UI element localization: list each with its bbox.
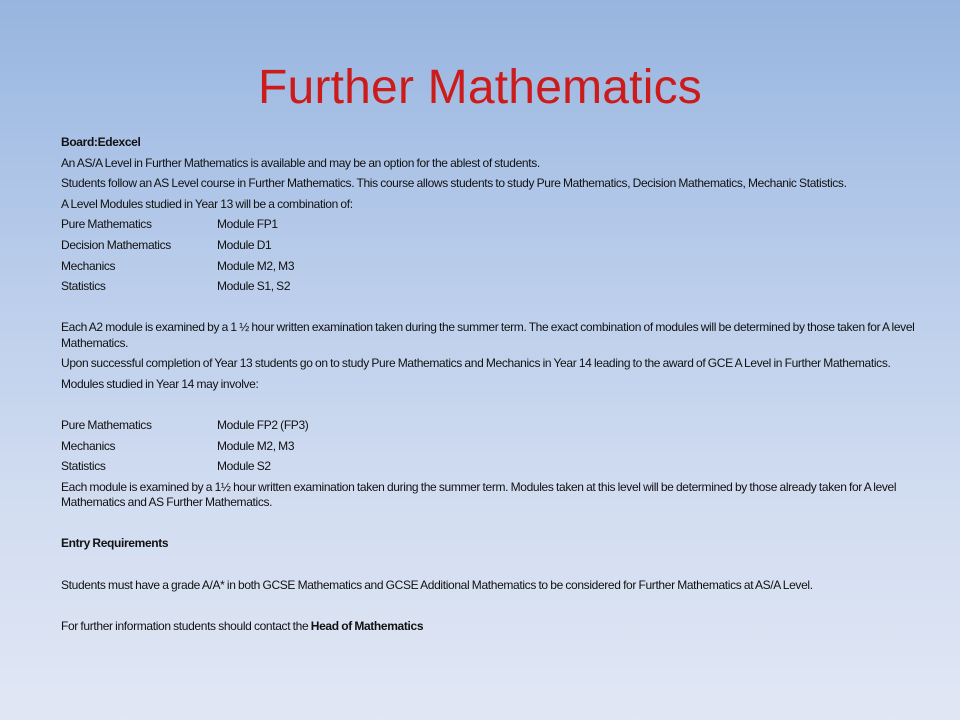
module-code: Module D1 — [217, 237, 272, 252]
spacer — [61, 554, 941, 575]
year14-progress-text: Upon successful completion of Year 13 students go on to study Pure Mathematics and Mechanics in Year 14 leading to the award of GCE A Level in Further Mathematics. — [61, 356, 891, 371]
contact-prefix: For further information students should contact the — [61, 618, 311, 633]
module-subject: Mechanics — [61, 438, 116, 453]
spacer — [61, 394, 941, 415]
spacer — [61, 595, 941, 616]
page-title: Further Mathematics — [258, 61, 702, 114]
exam-board: Board:Edexcel — [61, 135, 141, 149]
year13-module-row — [61, 214, 941, 235]
entry-requirements-text: Students must have a grade A/A* in both GCSE Mathematics and GCSE Additional Mathematics to be considered for Further Mathematics at AS/A Level. — [61, 577, 813, 592]
year14-exam-text: Each module is examined by a 1½ hour written examination taken during the summer term. Modules taken at this level will be determined by those already taken for A level Mathematics and AS Further Mathematics. — [61, 479, 897, 510]
contact-role: Head of Mathematics — [310, 618, 424, 633]
module-subject: Pure Mathematics — [61, 418, 152, 433]
year14-module-row — [61, 436, 941, 457]
year13-intro: A Level Modules studied in Year 13 will be a combination of: — [61, 196, 353, 211]
module-subject: Statistics — [61, 459, 106, 474]
year14-intro: Modules studied in Year 14 may involve: — [61, 376, 259, 391]
entry-requirements-heading: Entry Requirements — [61, 536, 169, 551]
a2-exam-text: Each A2 module is examined by a 1 ½ hour written examination taken during the summer term. The exact combination of modules will be determined by those taken for A level Mathematics. — [61, 320, 915, 350]
intro-text: An AS/A Level in Further Mathematics is available and may be an option for the ablest of students. — [61, 155, 540, 170]
module-subject: Statistics — [61, 279, 106, 294]
module-code: Module FP1 — [217, 217, 278, 232]
as-course-text: Students follow an AS Level course in Further Mathematics. This course allows students to study Pure Mathematics, Decision Mathematics, Mechanic Statistics. — [61, 176, 847, 191]
module-subject: Decision Mathematics — [61, 237, 171, 252]
module-subject: Mechanics — [61, 258, 116, 273]
module-code: Module FP2 (FP3) — [217, 418, 309, 433]
year13-module-row — [61, 276, 941, 297]
contact-line — [61, 616, 941, 637]
module-code: Module S2 — [217, 459, 271, 474]
slide-body — [61, 132, 941, 636]
module-code: Module S1, S2 — [217, 279, 291, 294]
year13-module-row — [61, 256, 941, 277]
spacer — [61, 297, 941, 318]
module-subject: Pure Mathematics — [61, 217, 152, 232]
module-code: Module M2, M3 — [217, 438, 295, 453]
module-code: Module M2, M3 — [217, 258, 295, 273]
spacer — [61, 513, 941, 534]
year14-module-row — [61, 415, 941, 436]
year14-module-row — [61, 456, 941, 477]
year13-module-row — [61, 235, 941, 256]
